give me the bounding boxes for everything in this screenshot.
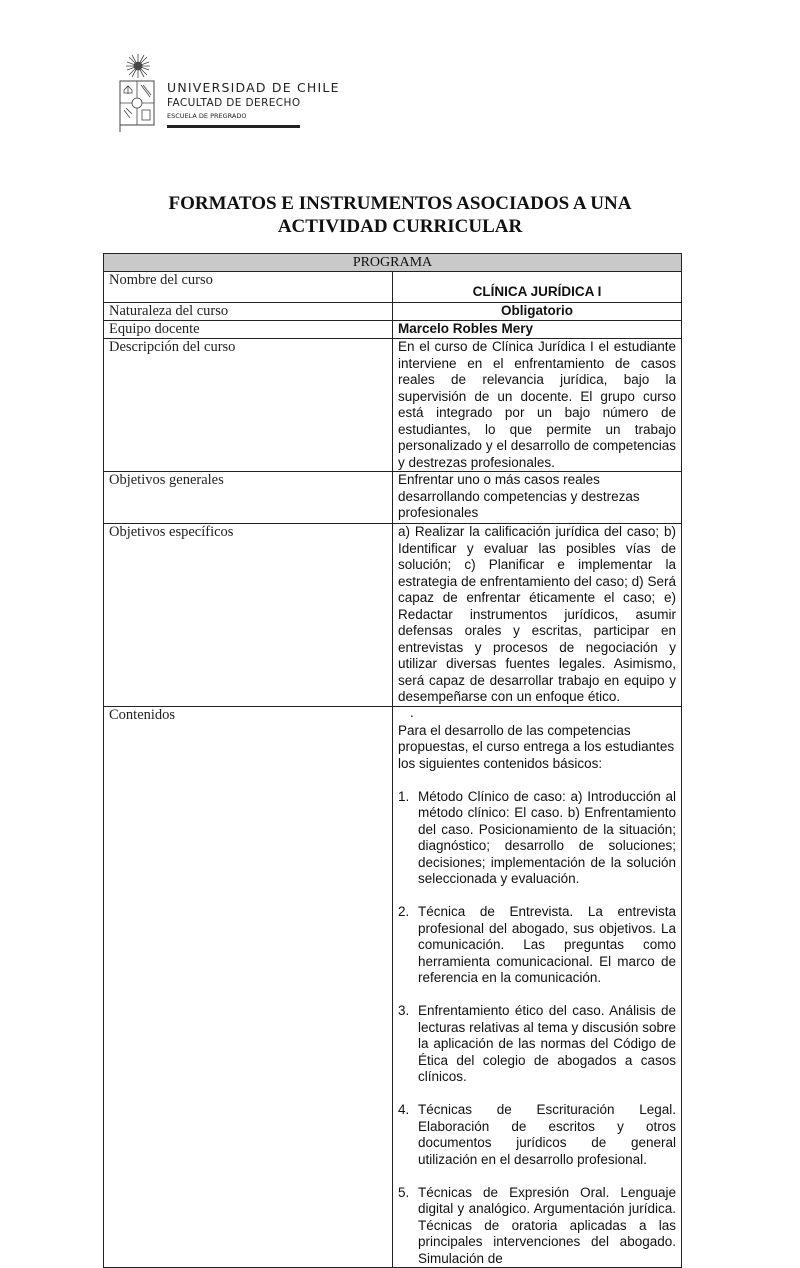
table-row xyxy=(104,321,682,339)
table-header-row xyxy=(104,254,682,272)
row-label: Objetivos generales xyxy=(104,472,393,524)
list-number: 5. xyxy=(398,1184,410,1200)
row-label: Equipo docente xyxy=(104,321,393,339)
general-objectives-value: Enfrentar uno o más casos reales desarrollando competencias y destrezas profesionales xyxy=(393,472,682,524)
list-item-text: Técnicas de Escrituración Legal. Elaboración de escritos y otros documentos jurídicos de general utilización en el desarrollo profesional. xyxy=(418,1102,676,1167)
list-item xyxy=(398,789,676,888)
list-item xyxy=(398,1003,676,1086)
university-crest-icon xyxy=(118,52,158,132)
list-item xyxy=(398,1185,676,1268)
row-label: Contenidos xyxy=(104,706,393,1268)
faculty-name: FACULTAD DE DERECHO xyxy=(167,97,301,109)
table-row xyxy=(104,272,682,303)
contents-list xyxy=(398,789,676,1268)
list-item xyxy=(398,904,676,987)
list-item-text: Método Clínico de caso: a) Introducción al método clínico: El caso. b) Enfrentamiento del caso. Posicionamiento de la situación; diagnóstico; desarrollo de soluciones; decisiones; implementación de la solución seleccionada y evaluación. xyxy=(418,788,676,886)
contents-value xyxy=(393,706,682,1268)
course-name-value: CLÍNICA JURÍDICA I xyxy=(393,272,682,303)
list-item-text: Técnicas de Expresión Oral. Lenguaje digital y analógico. Argumentación jurídica. Técnicas de oratoria aplicadas a las principales intervenciones del abogado. Simulación de xyxy=(418,1184,676,1266)
table-row xyxy=(104,524,682,707)
list-item xyxy=(398,1102,676,1168)
table-row xyxy=(104,339,682,472)
table-header: PROGRAMA xyxy=(104,254,682,272)
list-number: 4. xyxy=(398,1102,410,1117)
title-line-2: ACTIVIDAD CURRICULAR xyxy=(277,216,523,237)
list-number: 3. xyxy=(398,1003,410,1018)
document-title xyxy=(100,192,700,238)
course-description-value: En el curso de Clínica Jurídica I el estudiante interviene en el enfrentamiento de casos reales de relevancia jurídica, bajo la supervisión de un docente. El grupo curso está integrado por un bajo número de estudiantes, lo que permite un trabajo personalizado y el desarrollo de competencias y destrezas profesionales. xyxy=(393,339,682,472)
table-row xyxy=(104,706,682,1268)
university-name: UNIVERSIDAD DE CHILE xyxy=(167,80,340,95)
table-row xyxy=(104,303,682,321)
list-number: 1. xyxy=(398,788,410,804)
school-name: ESCUELA DE PREGRADO xyxy=(167,112,247,120)
row-label: Nombre del curso xyxy=(104,272,393,303)
list-number: 2. xyxy=(398,904,410,919)
course-nature-value: Obligatorio xyxy=(393,303,682,321)
stray-dot: . xyxy=(410,704,414,720)
row-label: Naturaleza del curso xyxy=(104,303,393,321)
table-row xyxy=(104,472,682,524)
title-line-1: FORMATOS E INSTRUMENTOS ASOCIADOS A UNA xyxy=(168,193,632,214)
list-item-text: Enfrentamiento ético del caso. Análisis de lecturas relativas al tema y discusión sobre la aplicación de las normas del Código de Ética del colegio de abogados a casos clínicos. xyxy=(418,1003,676,1084)
contents-intro: Para el desarrollo de las competencias propuestas, el curso entrega a los estudiantes los siguientes contenidos básicos: xyxy=(398,722,675,771)
row-label: Descripción del curso xyxy=(104,339,393,472)
program-table xyxy=(103,253,682,1268)
teaching-team-value: Marcelo Robles Mery xyxy=(393,321,682,339)
header-rule xyxy=(167,125,300,128)
institution-header xyxy=(118,52,340,132)
list-item-text: Técnica de Entrevista. La entrevista profesional del abogado, sus objetivos. La comunicación. Las preguntas como herramienta comunicacional. El marco de referencia en la comunicación. xyxy=(418,904,676,985)
row-label: Objetivos específicos xyxy=(104,524,393,707)
specific-objectives-value: a) Realizar la calificación jurídica del caso; b) Identificar y evaluar las posibles vías de solución; c) Planificar e implementar la estrategia de enfrentamiento del caso; d) Será capaz de enfrentar éticamente el caso; e) Redactar instrumentos jurídicos, asumir defensas orales y escritas, participar en entrevistas y procesos de negociación y utilizar diversas fuentes legales. Asimismo, será capaz de desarrollar trabajo en equipo y desempeñarse con un enfoque ético. xyxy=(393,524,682,707)
